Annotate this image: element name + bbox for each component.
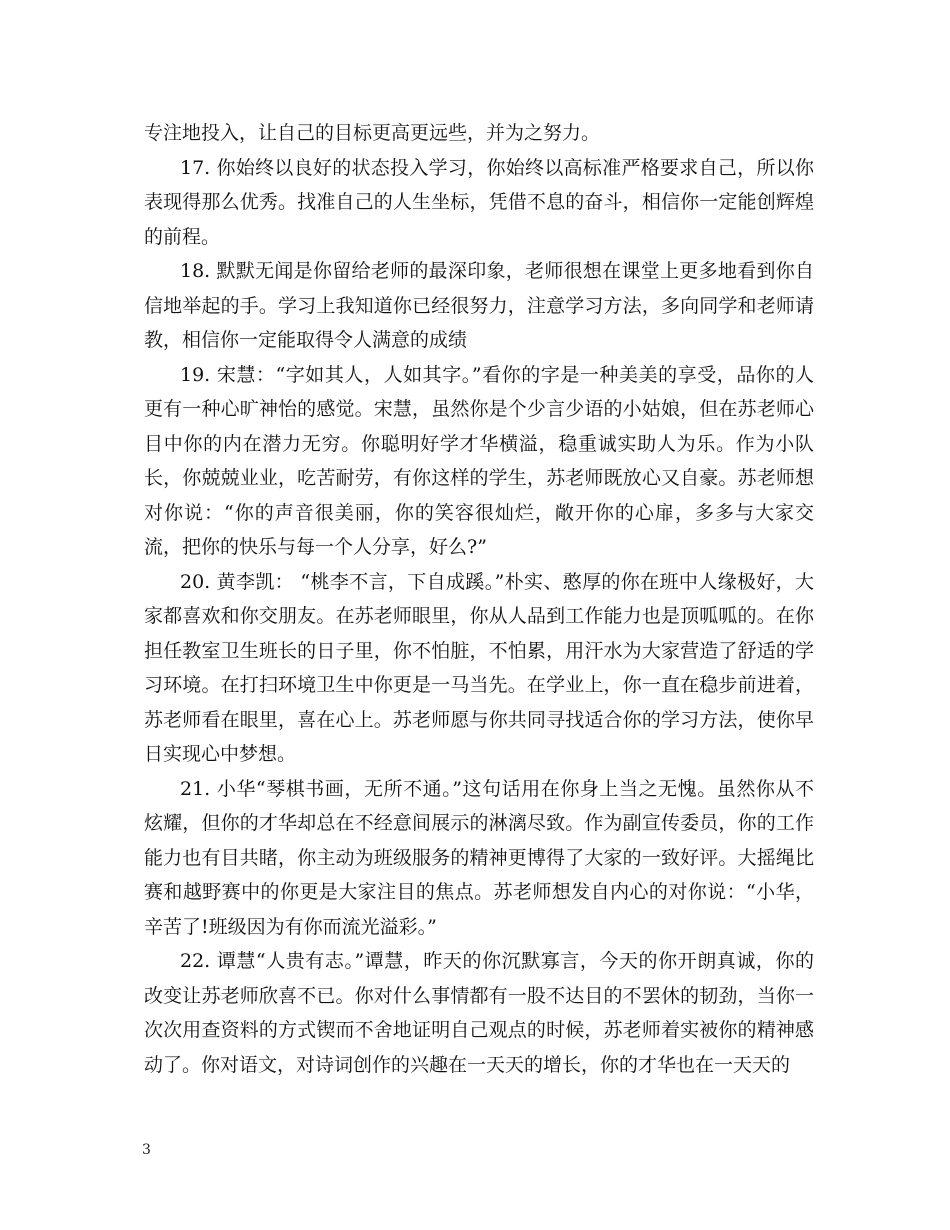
paragraph-comment-21: 21. 小华“琴棋书画，无所不通。”这句话用在你身上当之无愧。虽然你从不炫耀，但你的才华却总在不经意间展示的淋漓尽致。作为副宣传委员，你的工作能力也有目共睹，你主动为班级服务的精神更博得了大家的一致好评。大摇绳比赛和越野赛中的你更是大家注目的焦点。苏老师想发自内心的对你说：“小华，辛苦了!班级因为有你而流光溢彩。”	[144, 777, 814, 938]
paragraph-comment-18: 18. 默默无闻是你留给老师的最深印象，老师很想在课堂上更多地看到你自信地举起的手。学习上我知道你已经很努力，注意学习方法，多向同学和老师请教，相信你一定能取得令人满意的成绩	[144, 260, 814, 351]
paragraph-comment-17: 17. 你始终以良好的状态投入学习，你始终以高标准严格要求自己，所以你表现得那么优秀。找准自己的人生坐标，凭借不息的奋斗，相信你一定能创辉煌的前程。	[144, 156, 814, 248]
paragraph-comment-19: 19. 宋慧：“字如其人，人如其字。”看你的字是一种美美的享受，品你的人更有一种心旷神怡的感觉。宋慧，虽然你是个少言少语的小姑娘，但在苏老师心目中你的内在潜力无穷。你聪明好学才华横溢，稳重诚实助人为乐。作为小队长，你兢兢业业，吃苦耐劳，有你这样的学生，苏老师既放心又自豪。苏老师想对你说：“你的声音很美丽，你的笑容很灿烂，敞开你的心扉，多多与大家交流，把你的快乐与每一个人分享，好么?”	[144, 363, 814, 558]
page-number: 3	[142, 1142, 151, 1158]
paragraph-comment-20: 20. 黄李凯： “桃李不言，下自成蹊。”朴实、憨厚的你在班中人缘极好，大家都喜欢和你交朋友。在苏老师眼里，你从人品到工作能力也是顶呱呱的。在你担任教室卫生班长的日子里，你不怕脏，不怕累，用汗水为大家营造了舒适的学习环境。在打扫环境卫生中你更是一马当先。在学业上，你一直在稳步前进着，苏老师看在眼里，喜在心上。苏老师愿与你共同寻找适合你的学习方法，使你早日实现心中梦想。	[144, 570, 814, 765]
paragraph-continuation: 专注地投入，让自己的目标更高更远些，并为之努力。	[144, 122, 601, 144]
document-body	[144, 116, 814, 1082]
paragraph-comment-22: 22. 谭慧“人贵有志。”谭慧，昨天的你沉默寡言，今天的你开朗真诚，你的改变让苏老师欣喜不已。你对什么事情都有一股不达目的不罢休的韧劲，当你一次次用查资料的方式锲而不舍地证明自己观点的时候，苏老师着实被你的精神感动了。你对语文，对诗词创作的兴趣在一天天的增长，你的才华也在一天天的	[144, 950, 814, 1076]
